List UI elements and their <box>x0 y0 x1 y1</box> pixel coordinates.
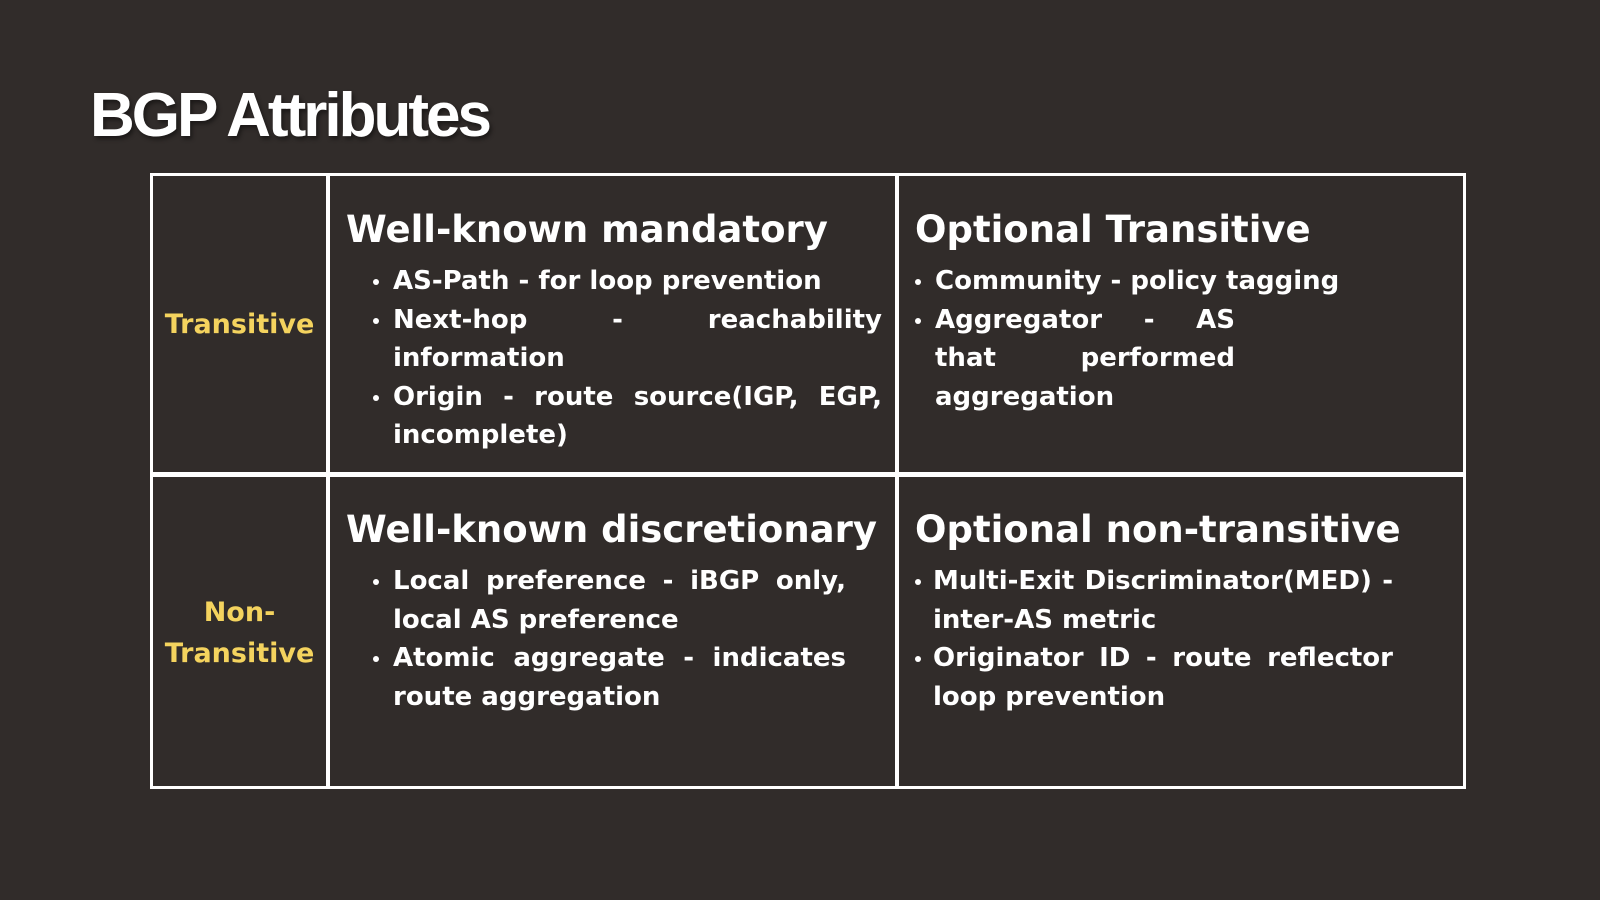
list-item <box>346 639 846 716</box>
cell-heading: Optional non-transitive <box>915 508 1401 551</box>
attribute-list <box>915 262 1435 416</box>
list-item-text: Multi-Exit Discriminator(MED) - inter-AS metric <box>933 566 1393 635</box>
column-divider <box>895 176 899 786</box>
attribute-list <box>346 562 846 716</box>
list-item <box>346 262 882 301</box>
list-item-text: Atomic aggregate - indicates route aggregation <box>393 643 846 712</box>
list-item <box>915 262 1435 301</box>
page-title: BGP Attributes <box>90 81 489 150</box>
row-label-transitive <box>153 176 326 472</box>
list-item <box>346 301 882 378</box>
cell-well-known-mandatory <box>346 208 894 455</box>
list-item-text: Local preference - iBGP only, local AS preference <box>393 566 846 635</box>
cell-optional-non-transitive <box>915 508 1401 716</box>
list-item <box>915 301 1235 417</box>
cell-heading: Well-known mandatory <box>346 208 828 251</box>
bullet-icon <box>915 318 921 324</box>
list-item-text: AS-Path - for loop prevention <box>393 266 822 296</box>
list-item <box>346 562 846 639</box>
bullet-icon <box>373 579 379 585</box>
list-item <box>346 378 882 455</box>
cell-optional-transitive <box>915 208 1435 416</box>
row-label-transitive-text: Transitive <box>164 308 315 340</box>
list-item-text: Community - policy tagging <box>935 266 1340 296</box>
bullet-icon <box>373 318 379 324</box>
list-item-text: Origin - route source(IGP, EGP, incomplete) <box>393 381 882 450</box>
bullet-icon <box>915 579 921 585</box>
attribute-list <box>915 562 1393 716</box>
row-label-non-transitive-line2: Transitive <box>164 638 315 669</box>
list-item-text: Aggregator - AS that performed aggregation <box>935 304 1235 412</box>
bullet-icon <box>915 656 921 662</box>
attributes-matrix <box>150 173 1466 789</box>
column-divider <box>326 176 330 786</box>
list-item <box>915 562 1393 639</box>
cell-heading: Optional Transitive <box>915 208 1311 251</box>
row-divider <box>153 472 1463 477</box>
cell-heading: Well-known discretionary <box>346 508 878 551</box>
cell-well-known-discretionary <box>346 508 878 716</box>
bullet-icon <box>915 279 921 285</box>
list-item-text: Originator ID - route reflector loop prevention <box>933 643 1393 712</box>
bullet-icon <box>373 279 379 285</box>
attribute-list <box>346 262 882 455</box>
bullet-icon <box>373 656 379 662</box>
list-item-text: Next-hop - reachability information <box>393 304 882 373</box>
row-label-non-transitive-line1: Non- <box>203 597 276 628</box>
bullet-icon <box>373 395 379 401</box>
list-item <box>915 639 1393 716</box>
row-label-non-transitive <box>153 477 326 789</box>
